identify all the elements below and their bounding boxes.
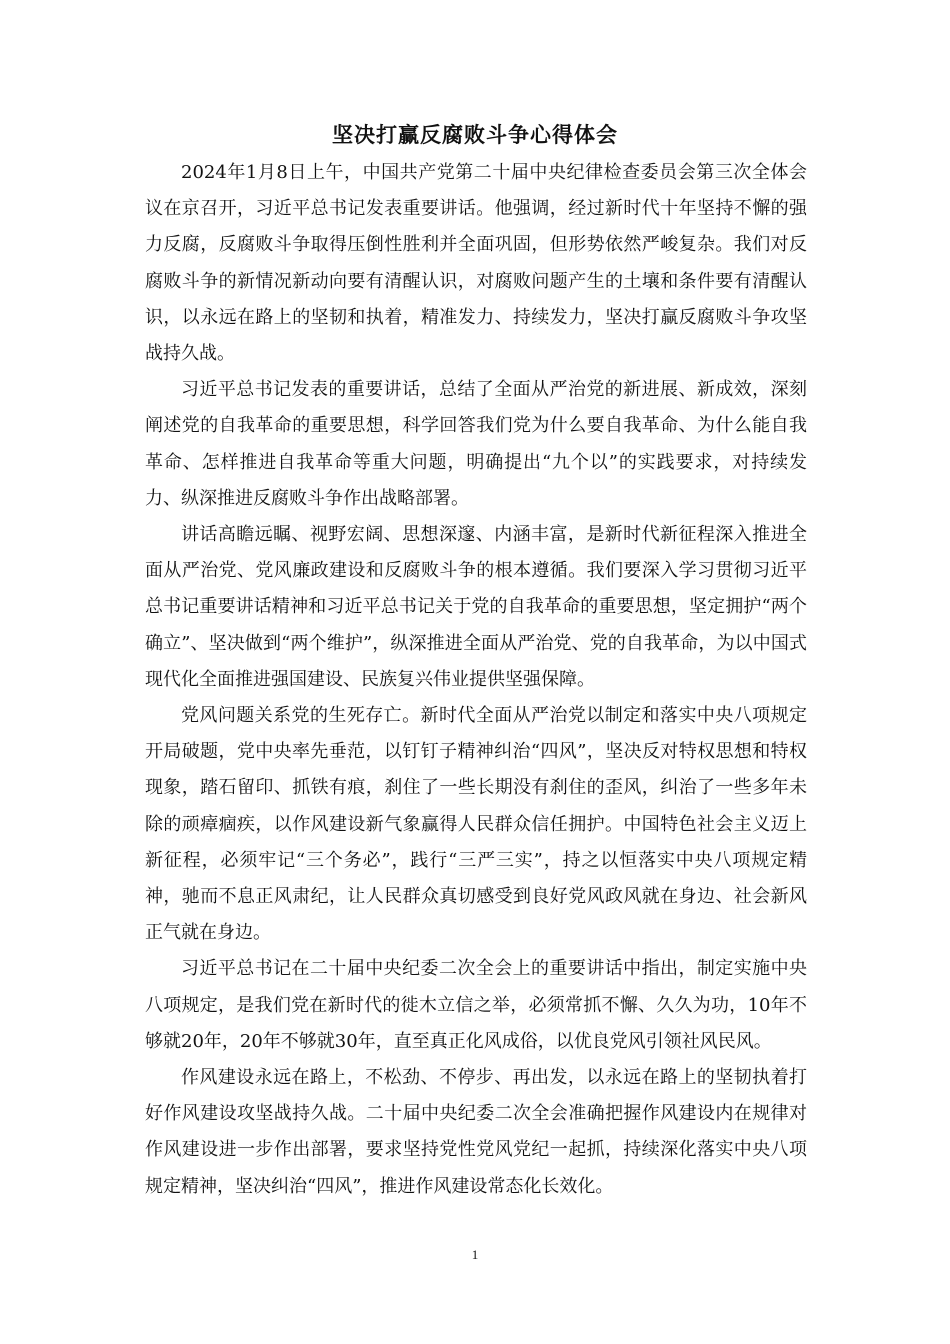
page-number: 1 <box>471 1247 479 1262</box>
paragraph-3: 讲话高瞻远瞩、视野宏阔、思想深邃、内涵丰富，是新时代新征程深入推进全面从严治党、党风廉政建设和反腐败斗争的根本遵循。我们要深入学习贯彻习近平总书记重要讲话精神和习近平总书记关于党的自我革命的重要思想，坚定拥护“两个确立”、坚决做到“两个维护”，纵深推进全面从严治党、党的自我革命，为以中国式现代化全面推进强国建设、民族复兴伟业提供坚强保障。 <box>145 524 807 690</box>
paragraph-1: 2024年1月8日上午，中国共产党第二十届中央纪律检查委员会第三次全体会议在京召开，习近平总书记发表重要讲话。他强调，经过新时代十年坚持不懈的强力反腐，反腐败斗争取得压倒性胜利并全面巩固，但形势依然严峻复杂。我们对反腐败斗争的新情况新动向要有清醒认识，对腐败问题产生的土壤和条件要有清醒认识，以永远在路上的坚韧和执着，精准发力、持续发力，坚决打赢反腐败斗争攻坚战持久战。 <box>145 162 807 365</box>
paragraph-6: 作风建设永远在路上，不松劲、不停步、再出发，以永远在路上的坚韧执着打好作风建设攻坚战持久战。二十届中央纪委二次全会准确把握作风建设内在规律对作风建设进一步作出部署，要求坚持党性党风党纪一起抓，持续深化落实中央八项规定精神，坚决纠治“四风”，推进作风建设常态化长效化。 <box>145 1067 807 1197</box>
document-body <box>145 155 807 1205</box>
document-title: 坚决打赢反腐败斗争心得体会 <box>332 122 618 147</box>
paragraph-4: 党风问题关系党的生死存亡。新时代全面从严治党以制定和落实中央八项规定开局破题，党中央率先垂范，以钉钉子精神纠治“四风”，坚决反对特权思想和特权现象，踏石留印、抓铁有痕，刹住了一些长期没有刹住的歪风，纠治了一些多年未除的顽瘴痼疾，以作风建设新气象赢得人民群众信任拥护。中国特色社会主义迈上新征程，必须牢记“三个务必”，践行“三严三实”，持之以恒落实中央八项规定精神，驰而不息正风肃纪，让人民群众真切感受到良好党风政风就在身边、社会新风正气就在身边。 <box>145 705 807 944</box>
paragraph-5: 习近平总书记在二十届中央纪委二次全会上的重要讲话中指出，制定实施中央八项规定，是我们党在新时代的徙木立信之举，必须常抓不懈、久久为功，10年不够就20年，20年不够就30年，直至真正化风成俗，以优良党风引领社风民风。 <box>145 958 807 1052</box>
paragraph-2: 习近平总书记发表的重要讲话，总结了全面从严治党的新进展、新成效，深刻阐述党的自我革命的重要思想，科学回答我们党为什么要自我革命、为什么能自我革命、怎样推进自我革命等重大问题，明确提出“九个以”的实践要求，对持续发力、纵深推进反腐败斗争作出战略部署。 <box>145 379 807 509</box>
